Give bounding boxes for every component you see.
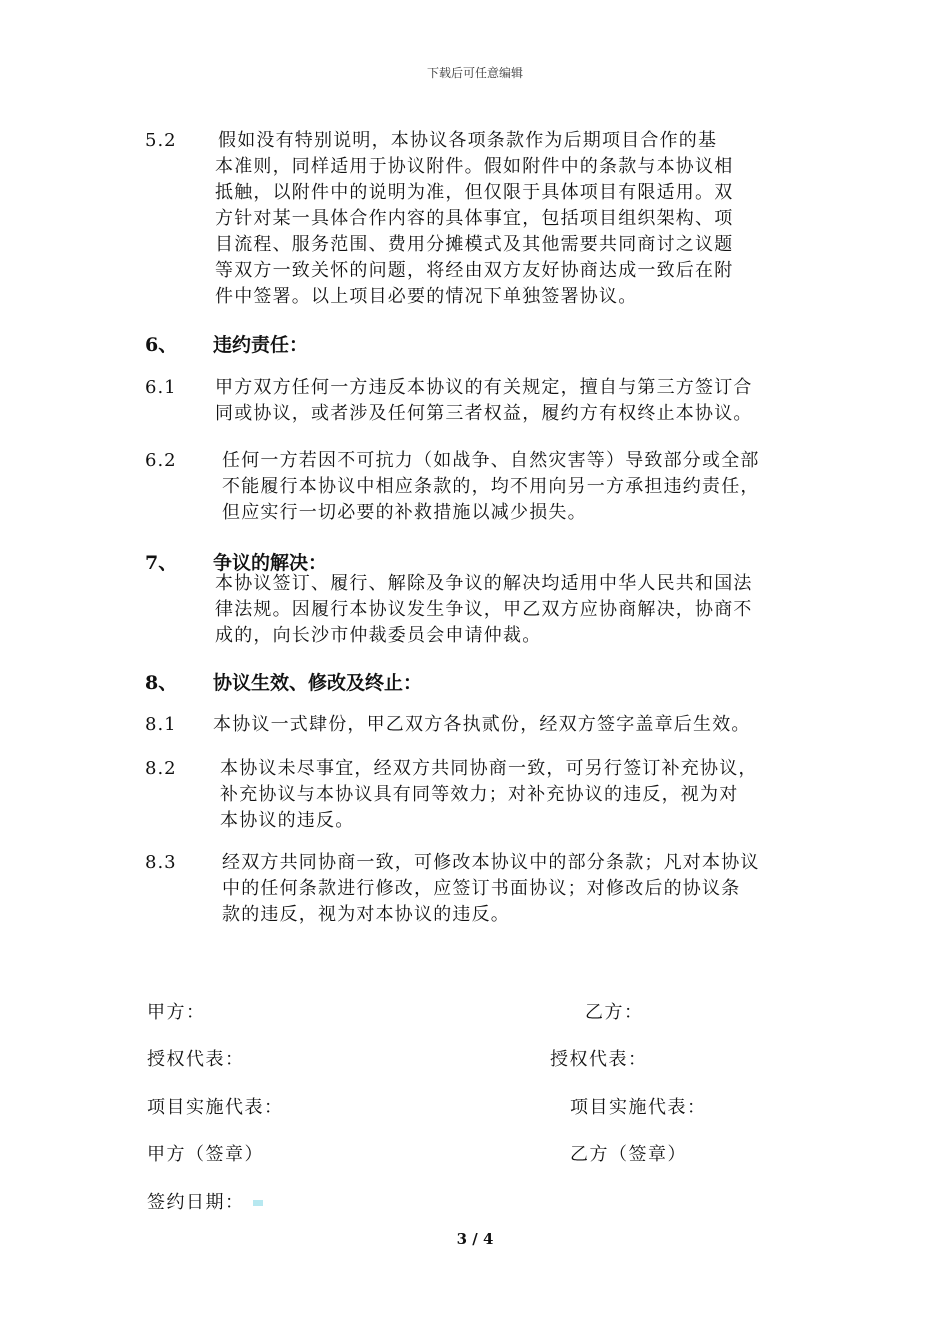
clause-number-8-3: 8.3 <box>145 852 177 873</box>
header-note: 下载后可任意编辑 <box>426 66 523 80</box>
clause-line: 本协议的违反。 <box>220 810 355 831</box>
section-8-number: 8、 <box>145 672 178 694</box>
section-6-number: 6、 <box>145 334 178 356</box>
page-number: 3 / 4 <box>456 1230 494 1248</box>
party-b-project-rep: 项目实施代表： <box>570 1097 707 1118</box>
party-b-authorized-rep: 授权代表： <box>550 1049 648 1070</box>
clause-line: 经双方共同协商一致，可修改本协议中的部分条款；凡对本协议 <box>222 852 760 873</box>
party-a-authorized-rep: 授权代表： <box>147 1049 245 1070</box>
party-a-label: 甲方： <box>147 1002 206 1023</box>
clause-line: 律法规。因履行本协议发生争议，甲乙双方应协商解决，协商不 <box>215 599 753 620</box>
clause-line: 同或协议，或者涉及任何第三者权益，履约方有权终止本协议。 <box>215 403 753 424</box>
section-6-title: 违约责任： <box>213 334 309 356</box>
clause-line: 件中签署。以上项目必要的情况下单独签署协议。 <box>215 286 638 307</box>
section-7-number: 7、 <box>145 552 178 574</box>
clause-8-3-body <box>222 850 760 928</box>
clause-line: 补充协议与本协议具有同等效力；对补充协议的违反，视为对 <box>220 784 739 805</box>
clause-number-8-1: 8.1 <box>145 714 177 735</box>
clause-6-1-body <box>215 375 753 427</box>
party-b-seal: 乙方（签章） <box>570 1144 687 1165</box>
clause-line: 假如没有特别说明，本协议各项条款作为后期项目合作的基 <box>218 130 718 151</box>
section-7-title: 争议的解决： <box>213 552 328 574</box>
clause-number-5-2: 5.2 <box>145 130 177 151</box>
clause-line: 等双方一致关怀的问题，将经由双方友好协商达成一致后在附 <box>215 260 734 281</box>
clause-line: 目流程、服务范围、费用分摊模式及其他需要共同商讨之议题 <box>215 234 734 255</box>
signing-date-row <box>147 1188 263 1214</box>
party-b-label: 乙方： <box>585 1002 644 1023</box>
signing-date-label: 签约日期： <box>147 1192 245 1213</box>
clause-line: 本准则，同样适用于协议附件。假如附件中的条款与本协议相 <box>215 156 734 177</box>
clause-line: 但应实行一切必要的补救措施以减少损失。 <box>222 502 587 523</box>
text-cursor-marker <box>253 1200 263 1206</box>
clause-line: 款的违反，视为对本协议的违反。 <box>222 904 510 925</box>
clause-number-8-2: 8.2 <box>145 758 177 779</box>
clause-line: 任何一方若因不可抗力（如战争、自然灾害等）导致部分或全部 <box>222 450 760 471</box>
clause-line: 不能履行本协议中相应条款的，均不用向另一方承担违约责任， <box>222 476 760 497</box>
clause-line: 方针对某一具体合作内容的具体事宜，包括项目组织架构、项 <box>215 208 734 229</box>
clause-line: 成的，向长沙市仲裁委员会申请仲裁。 <box>215 625 542 646</box>
clause-line: 本协议签订、履行、解除及争议的解决均适用中华人民共和国法 <box>215 573 753 594</box>
clause-number-6-2: 6.2 <box>145 450 177 471</box>
section-7-body <box>215 571 753 649</box>
party-a-project-rep: 项目实施代表： <box>147 1097 284 1118</box>
clause-line: 中的任何条款进行修改，应签订书面协议；对修改后的协议条 <box>222 878 741 899</box>
clause-line: 本协议一式肆份，甲乙双方各执贰份，经双方签字盖章后生效。 <box>213 714 751 735</box>
clause-line: 本协议未尽事宜，经双方共同协商一致，可另行签订补充协议， <box>220 758 758 779</box>
clause-number-6-1: 6.1 <box>145 377 177 398</box>
clause-line: 抵触，以附件中的说明为准，但仅限于具体项目有限适用。双 <box>215 182 734 203</box>
clause-8-1-body <box>213 712 751 738</box>
clause-line: 甲方双方任何一方违反本协议的有关规定，擅自与第三方签订合 <box>215 377 753 398</box>
clause-6-2-body <box>222 448 760 526</box>
party-a-seal: 甲方（签章） <box>147 1144 264 1165</box>
clause-8-2-body <box>220 756 758 834</box>
clause-5-2-body <box>215 128 733 310</box>
section-8-title: 协议生效、修改及终止： <box>213 672 423 694</box>
